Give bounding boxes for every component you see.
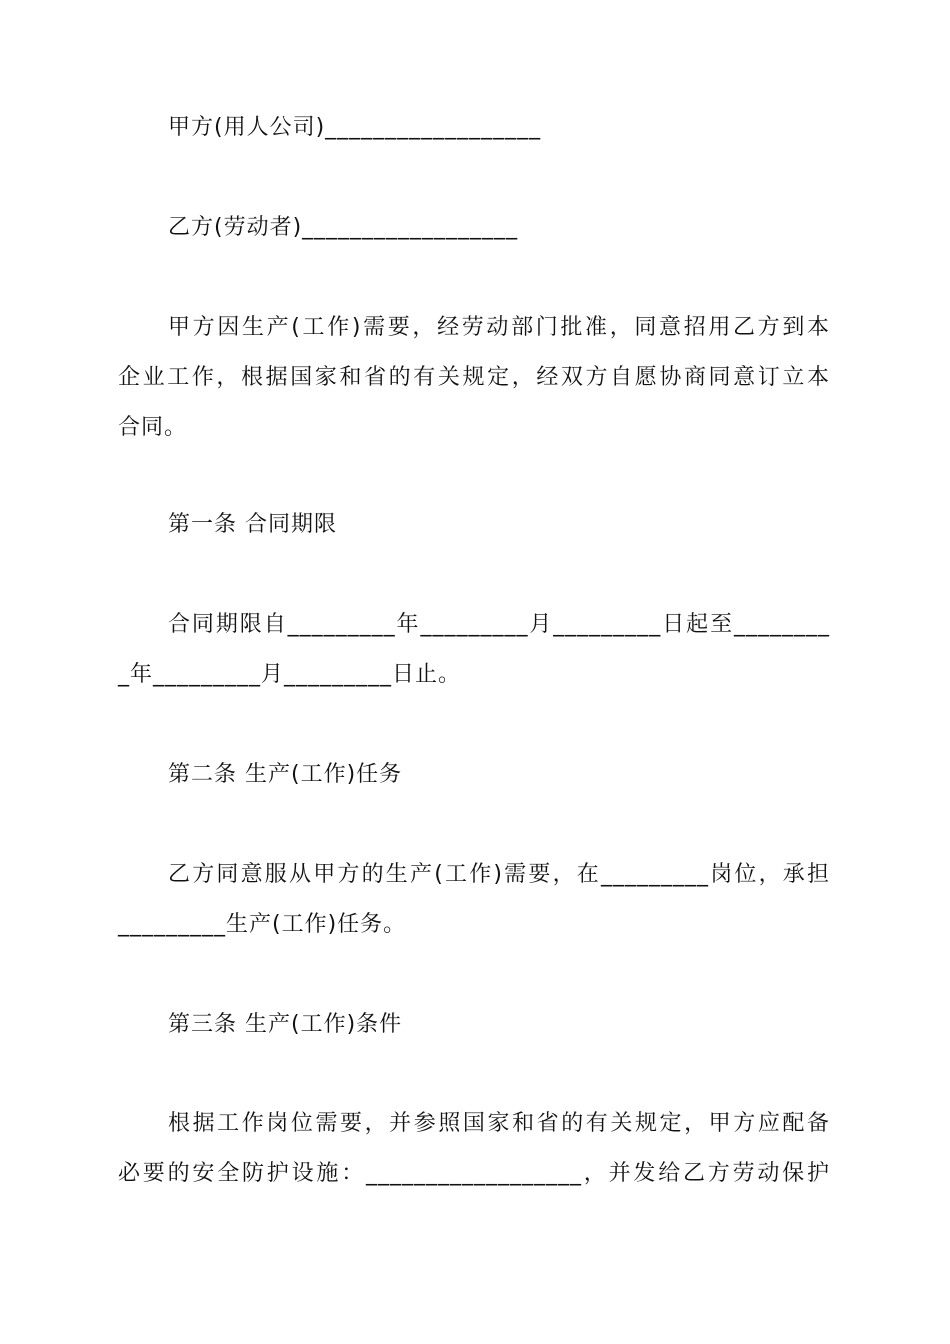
intro-line-1: 甲方因生产(工作)需要，经劳动部门批准，同意招用乙方到本 [168,315,830,340]
article-3-heading: 第三条 生产(工作)条件 [168,1012,403,1037]
article-1-line-2: _年_________月_________日止。 [118,662,462,687]
article-1-heading: 第一条 合同期限 [168,512,337,537]
party-a-line: 甲方(用人公司)__________________ [168,115,542,140]
article-2-line-1: 乙方同意服从甲方的生产(工作)需要，在_________岗位，承担 [168,862,830,887]
article-2-line-2: _________生产(工作)任务。 [118,912,407,937]
article-2-heading: 第二条 生产(工作)任务 [168,762,403,787]
article-3-line-2: 必要的安全防护设施：__________________，并发给乙方劳动保护 [118,1161,830,1186]
intro-line-2: 企业工作，根据国家和省的有关规定，经双方自愿协商同意订立本 [118,365,830,390]
article-3-line-1: 根据工作岗位需要，并参照国家和省的有关规定，甲方应配备 [168,1111,830,1136]
party-b-line: 乙方(劳动者)__________________ [168,215,519,240]
article-1-line-1: 合同期限自_________年_________月_________日起至________ [168,612,830,637]
intro-line-3: 合同。 [118,415,188,440]
